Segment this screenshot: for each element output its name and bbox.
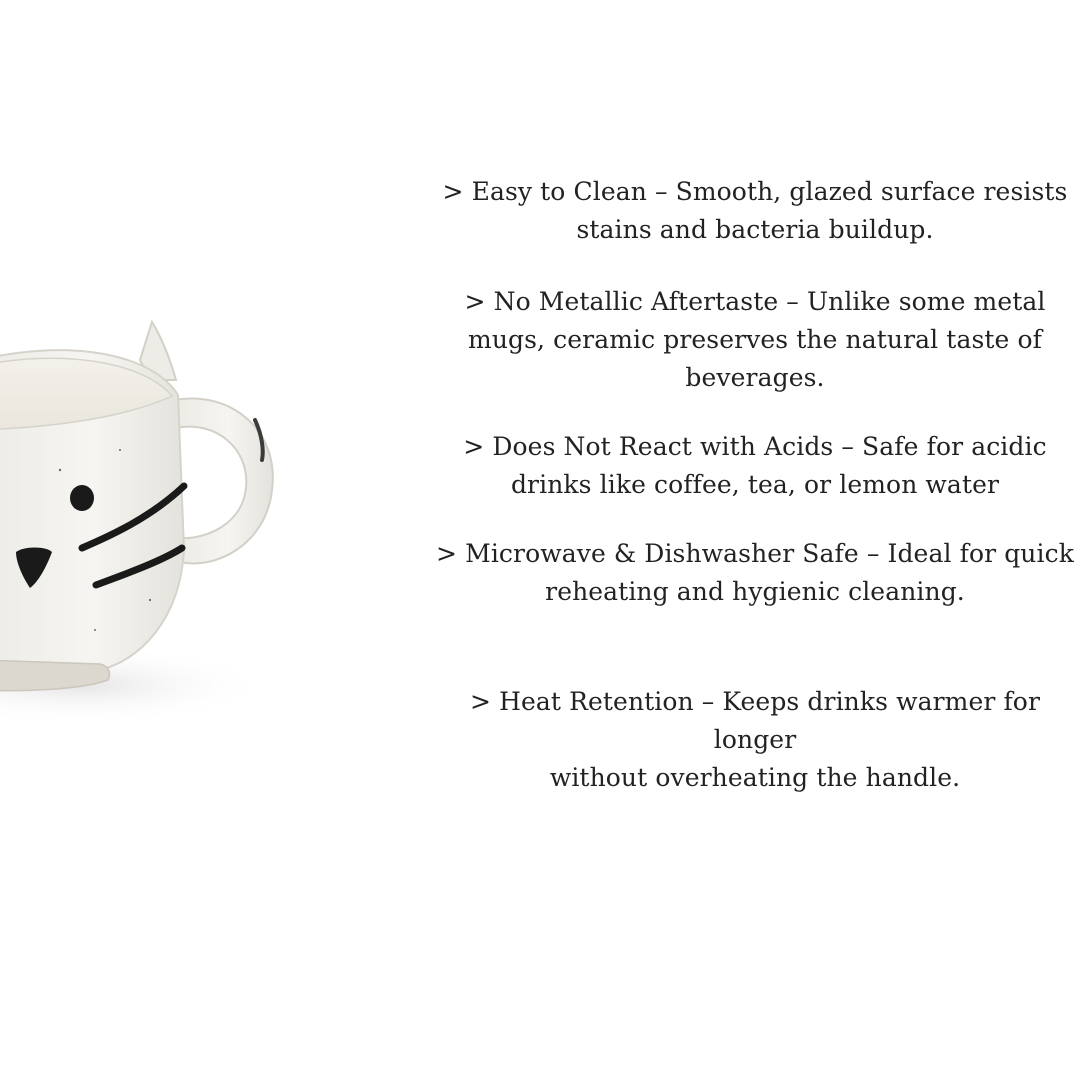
chevron-marker: > [463, 432, 485, 461]
feature-line: drinks like coffee, tea, or lemon water [510, 470, 1000, 499]
feature-heat-retention [430, 683, 1080, 797]
feature-text: Microwave & Dishwasher Safe – Ideal for quick [465, 539, 1074, 568]
feature-line [430, 683, 1080, 759]
feature-text: Heat Retention – Keeps drinks warmer for longer [499, 687, 1040, 754]
feature-text: Easy to Clean – Smooth, glazed surface resists [471, 177, 1068, 206]
chevron-marker: > [469, 687, 492, 716]
feature-line [430, 283, 1080, 321]
feature-easy-to-clean [430, 173, 1080, 249]
feature-text: Does Not React with Acids – Safe for acidic [492, 432, 1047, 461]
feature-list [430, 0, 1080, 1080]
feature-line [430, 173, 1080, 211]
chevron-marker: > [464, 287, 486, 316]
feature-no-metallic-aftertaste [430, 283, 1080, 397]
feature-line: without overheating the handle. [549, 763, 961, 792]
feature-does-not-react-with-acids [430, 428, 1080, 504]
cat-mug-image [0, 300, 300, 720]
feature-line: stains and bacteria buildup. [576, 215, 934, 244]
feature-line [430, 428, 1080, 466]
feature-text: No Metallic Aftertaste – Unlike some metal [493, 287, 1046, 316]
chevron-marker: > [442, 177, 464, 206]
feature-microwave-dishwasher-safe [430, 535, 1080, 611]
feature-line: beverages. [685, 363, 825, 392]
feature-line: mugs, ceramic preserves the natural taste of [468, 325, 1042, 354]
chevron-marker: > [436, 539, 458, 568]
feature-line [430, 535, 1080, 573]
feature-line: reheating and hygienic cleaning. [545, 577, 965, 606]
